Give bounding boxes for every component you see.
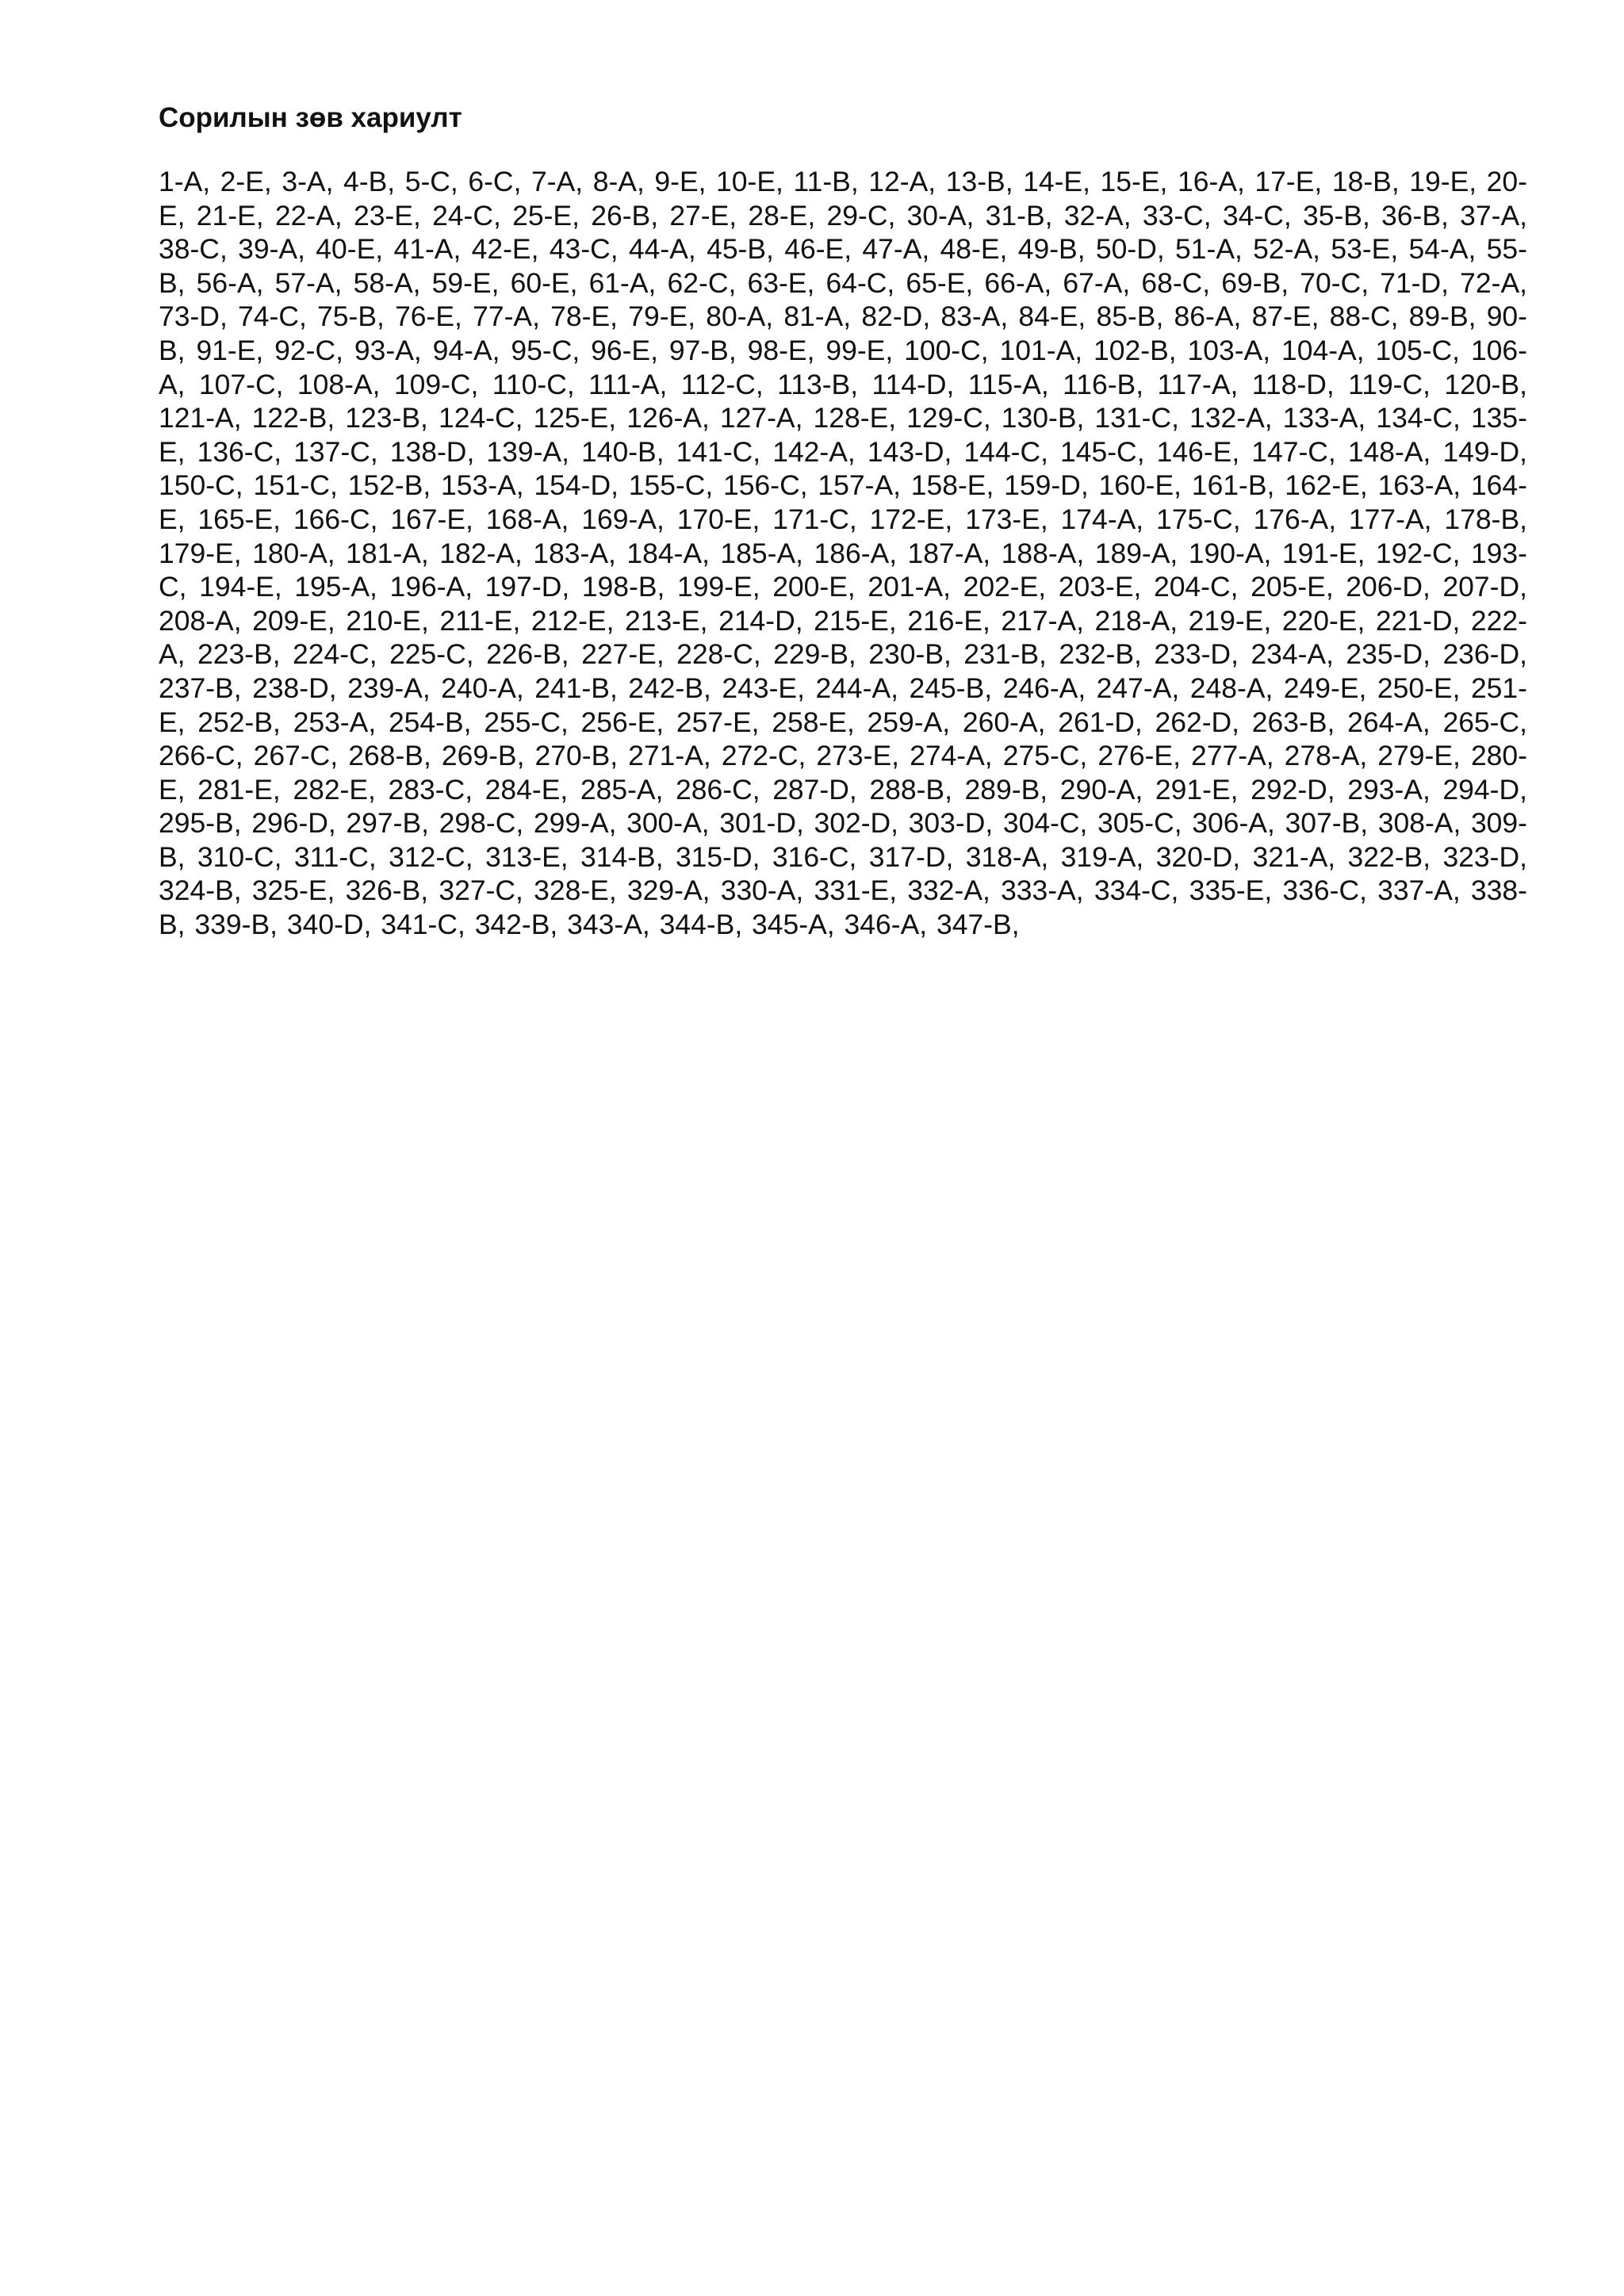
page-title: Сорилын зөв хариулт — [159, 102, 462, 133]
answer-key-text: 1-A, 2-E, 3-A, 4-B, 5-C, 6-C, 7-A, 8-A, 9-E, 10-E, 11-B, 12-A, 13-B, 14-E, 15-E, 16-A, 17-E, 18-B, 19-E, 20-E, 21-E, 22-A, 23-E, 24-C, 25-E, 26-B, 27-E, 28-E, 29-C, 30-A, 31-B, 32-A, 33-C, 34-C, 35-B, 36-B, 37-A, 38-C, 39-A, 40-E, 41-A, 42-E, 43-C, 44-A, 45-B, 46-E, 47-A, 48-E, 49-B, 50-D, 51-A, 52-A, 53-E, 54-A, 55-B, 56-A, 57-A, 58-A, 59-E, 60-E, 61-A, 62-C, 63-E, 64-C, 65-E, 66-A, 67-A, 68-C, 69-B, 70-C, 71-D, 72-A, 73-D, 74-C, 75-B, 76-E, 77-A, 78-E, 79-E, 80-A, 81-A, 82-D, 83-A, 84-E, 85-B, 86-A, 87-E, 88-C, 89-B, 90-B, 91-E, 92-C, 93-A, 94-A, 95-C, 96-E, 97-B, 98-E, 99-E, 100-C, 101-A, 102-B, 103-A, 104-A, 105-C, 106-A, 107-C, 108-A, 109-C, 110-C, 111-A, 112-C, 113-B, 114-D, 115-A, 116-B, 117-A, 118-D, 119-C, 120-B, 121-A, 122-B, 123-B, 124-C, 125-E, 126-A, 127-A, 128-E, 129-C, 130-B, 131-C, 132-A, 133-A, 134-C, 135-E, 136-C, 137-C, 138-D, 139-A, 140-B, 141-C, 142-A, 143-D, 144-C, 145-C, 146-E, 147-C, 148-A, 149-D, 150-C, 151-C, 152-B, 153-A, 154-D, 155-C, 156-C, 157-A, 158-E, 159-D, 160-E, 161-B, 162-E, 163-A, 164-E, 165-E, 166-C, 167-E, 168-A, 169-A, 170-E, 171-C, 172-E, 173-E, 174-A, 175-C, 176-A, 177-A, 178-B, 179-E, 180-A, 181-A, 182-A, 183-A, 184-A, 185-A, 186-A, 187-A, 188-A, 189-A, 190-A, 191-E, 192-C, 193-C, 194-E, 195-A, 196-A, 197-D, 198-B, 199-E, 200-E, 201-A, 202-E, 203-E, 204-C, 205-E, 206-D, 207-D, 208-A, 209-E, 210-E, 211-E, 212-E, 213-E, 214-D, 215-E, 216-E, 217-A, 218-A, 219-E, 220-E, 221-D, 222-A, 223-B, 224-C, 225-C, 226-B, 227-E, 228-C, 229-B, 230-B, 231-B, 232-B, 233-D, 234-A, 235-D, 236-D, 237-B, 238-D, 239-A, 240-A, 241-B, 242-B, 243-E, 244-A, 245-B, 246-A, 247-A, 248-A, 249-E, 250-E, 251-E, 252-B, 253-A, 254-B, 255-C, 256-E, 257-E, 258-E, 259-A, 260-A, 261-D, 262-D, 263-B, 264-A, 265-C, 266-C, 267-C, 268-B, 269-B, 270-B, 271-A, 272-C, 273-E, 274-A, 275-C, 276-E, 277-A, 278-A, 279-E, 280-E, 281-E, 282-E, 283-C, 284-E, 285-A, 286-C, 287-D, 288-B, 289-B, 290-A, 291-E, 292-D, 293-A, 294-D, 295-B, 296-D, 297-B, 298-C, 299-A, 300-A, 301-D, 302-D, 303-D, 304-C, 305-C, 306-A, 307-B, 308-A, 309-B, 310-C, 311-C, 312-C, 313-E, 314-B, 315-D, 316-C, 317-D, 318-A, 319-A, 320-D, 321-A, 322-B, 323-D, 324-B, 325-E, 326-B, 327-C, 328-E, 329-A, 330-A, 331-E, 332-A, 333-A, 334-C, 335-E, 336-C, 337-A, 338-B, 339-B, 340-D, 341-C, 342-B, 343-A, 344-B, 345-A, 346-A, 347-B, — [159, 166, 1527, 941]
